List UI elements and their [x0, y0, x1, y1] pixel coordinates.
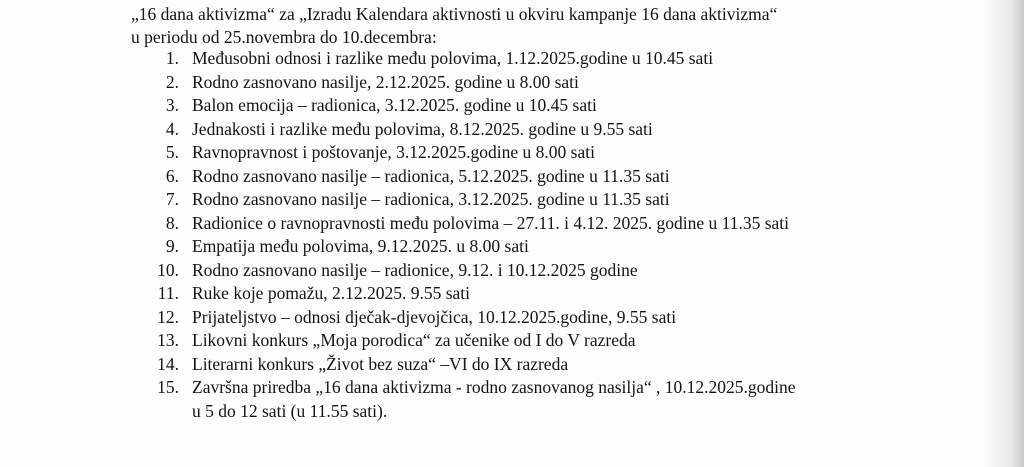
item-number: 8.	[165, 212, 179, 233]
item-text: Prijateljstvo – odnosi dječak-djevojčica, 10.12.2025.godine, 9.55 sati	[192, 306, 677, 327]
item-text: Jednakosti i razlike među polovima, 8.12.2025. godine u 9.55 sati	[192, 118, 653, 139]
item-text: Ruke koje pomažu, 2.12.2025. 9.55 sati	[192, 283, 471, 303]
item-number: 14.	[157, 353, 179, 374]
intro-line-1: „16 dana aktivizma“ za „Izradu Kalendara aktivnosti u okviru kampanje 16 dana aktivizma“	[131, 4, 778, 24]
list-item	[0, 188, 1024, 212]
list-item	[0, 259, 1024, 283]
list-item	[0, 212, 1024, 236]
item-text: Završna priredba „16 dana aktivizma - rodno zasnovanog nasilja“ , 10.12.2025.godine	[192, 377, 796, 397]
item-number: 2.	[165, 71, 179, 92]
item-number: 6.	[165, 165, 179, 186]
item-number: 7.	[165, 189, 179, 209]
item-text: Rodno zasnovano nasilje – radionice, 9.12. i 10.12.2025 godine	[192, 259, 638, 280]
item-text: Međusobni odnosi i razlike među polovima, 1.12.2025.godine u 10.45 sati	[192, 48, 714, 68]
list-item	[0, 71, 1024, 95]
list-item	[0, 353, 1024, 377]
list-item	[0, 235, 1024, 259]
list-item	[0, 94, 1024, 118]
item-text-continuation: u 5 do 12 sati (u 11.55 sati).	[192, 400, 388, 421]
list-item	[0, 47, 1024, 71]
item-number: 12.	[157, 306, 179, 327]
item-text: Rodno zasnovano nasilje, 2.12.2025. godine u 8.00 sati	[192, 71, 579, 92]
item-text: Radionice o ravnopravnosti među polovima – 27.11. i 4.12. 2025. godine u 11.35 sati	[192, 212, 790, 233]
item-number: 3.	[165, 95, 179, 115]
item-number: 11.	[157, 283, 179, 303]
activity-list	[0, 47, 1024, 423]
item-text: Empatija među polovima, 9.12.2025. u 8.00 sati	[192, 236, 529, 256]
item-number: 15.	[157, 377, 179, 397]
item-text: Rodno zasnovano nasilje – radionica, 3.12.2025. godine u 11.35 sati	[192, 189, 670, 209]
list-item	[0, 306, 1024, 330]
item-text: Likovni konkurs „Moja porodica“ za učenike od I do V razreda	[192, 330, 636, 350]
list-item	[0, 141, 1024, 165]
list-item	[0, 282, 1024, 306]
list-item	[0, 165, 1024, 189]
list-item	[0, 118, 1024, 142]
list-item	[0, 329, 1024, 353]
item-text: Literarni konkurs „Život bez suza“ –VI do IX razreda	[192, 353, 569, 374]
item-number: 9.	[165, 236, 179, 256]
item-number: 5.	[165, 142, 179, 162]
item-text: Balon emocija – radionica, 3.12.2025. godine u 10.45 sati	[192, 95, 597, 115]
item-number: 13.	[157, 330, 179, 350]
item-number: 1.	[165, 48, 179, 68]
list-item	[0, 376, 1024, 423]
item-number: 4.	[165, 118, 179, 139]
item-number: 10.	[157, 259, 179, 280]
item-text: Rodno zasnovano nasilje – radionica, 5.12.2025. godine u 11.35 sati	[192, 165, 670, 186]
item-text: Ravnopravnost i poštovanje, 3.12.2025.godine u 8.00 sati	[192, 142, 595, 162]
intro-line-2: u periodu od 25.novembra do 10.decembra:	[131, 27, 437, 47]
